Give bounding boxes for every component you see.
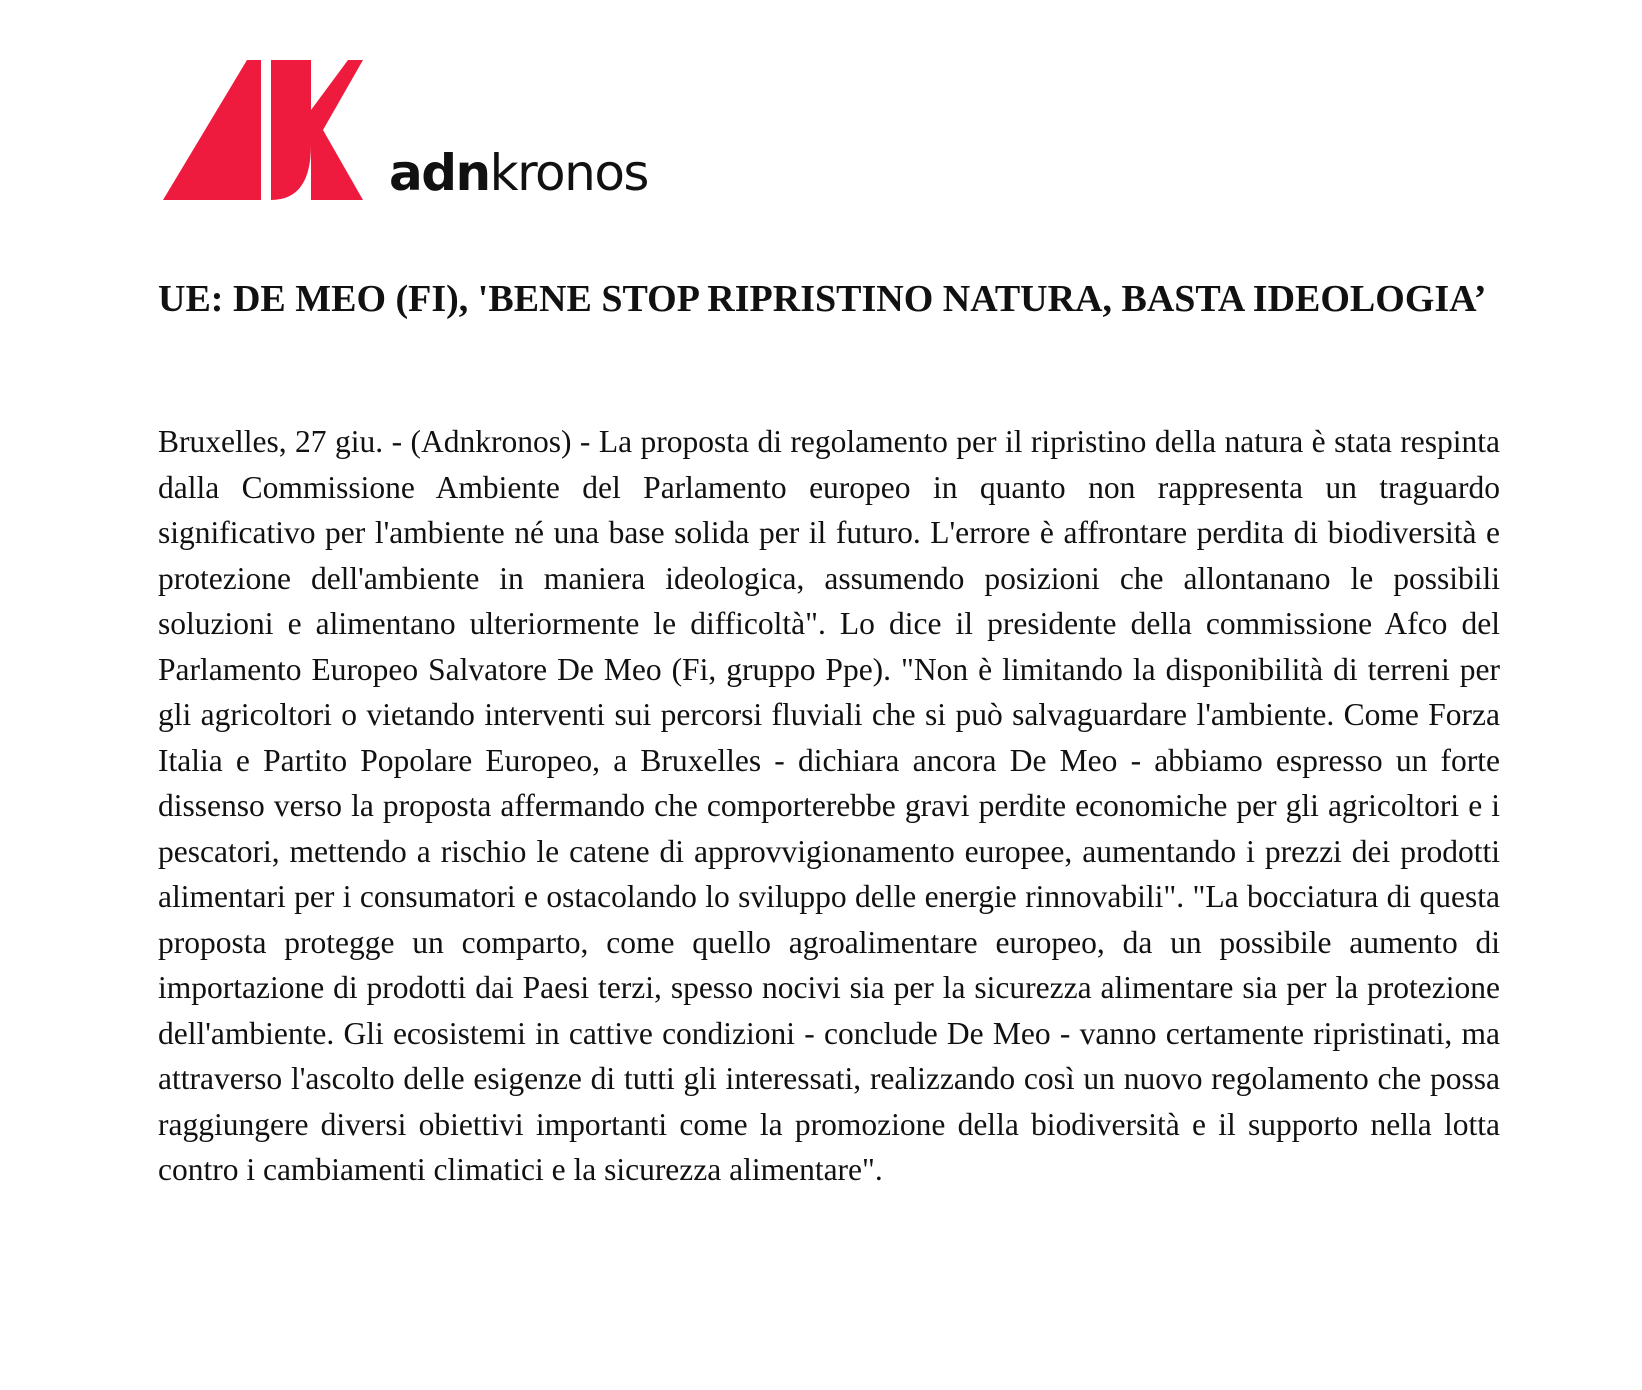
article-headline: UE: DE MEO (FI), 'BENE STOP RIPRISTINO NATURA, BASTA IDEOLOGIA’ [158, 278, 1487, 320]
article-body: Bruxelles, 27 giu. - (Adnkronos) - La proposta di regolamento per il ripristino della natura è stata respinta dalla Commissione Ambiente del Parlamento europeo in quanto non rappresenta un traguardo significativo per l'ambiente né una base solida per il futuro. L'errore è affrontare perdita di biodiversità e protezione dell'ambiente in maniera ideologica, assumendo posizioni che allontanano le possibili soluzioni e alimentano ulteriormente le difficoltà". Lo dice il presidente della commissione Afco del Parlamento Europeo Salvatore De Meo (Fi, gruppo Ppe). "Non è limitando la disponibilità di terreni per gli agricoltori o vietando interventi sui percorsi fluviali che si può salvaguardare l'ambiente. Come Forza Italia e Partito Popolare Europeo, a Bruxelles - dichiara ancora De Meo - abbiamo espresso un forte dissenso verso la proposta affermando che comporterebbe gravi perdite economiche per gli agricoltori e i pescatori, mettendo a rischio le catene di approvvigionamento europee, aumentando i prezzi dei prodotti alimentari per i consumatori e ostacolando lo sviluppo delle energie rinnovabili". "La bocciatura di questa proposta protegge un comparto, come quello agroalimentare europeo, da un possibile aumento di importazione di prodotti dai Paesi terzi, spesso nocivi sia per la sicurezza alimentare sia per la protezione dell'ambiente. Gli ecosistemi in cattive condizioni - conclude De Meo - vanno certamente ripristinati, ma attraverso l'ascolto delle esigenze di tutti gli interessati, realizzando così un nuovo regolamento che possa raggiungere diversi obiettivi importanti come la promozione della biodiversità e il supporto nella lotta contro i cambiamenti climatici e la sicurezza alimentare". [158, 424, 1500, 1187]
logo-wordmark-light: kronos [489, 144, 648, 202]
logo-wordmark [389, 144, 648, 202]
adnkronos-ak-logo-icon [163, 60, 373, 200]
logo-wordmark-bold: adn [389, 144, 490, 202]
adnkronos-logo [163, 60, 683, 210]
